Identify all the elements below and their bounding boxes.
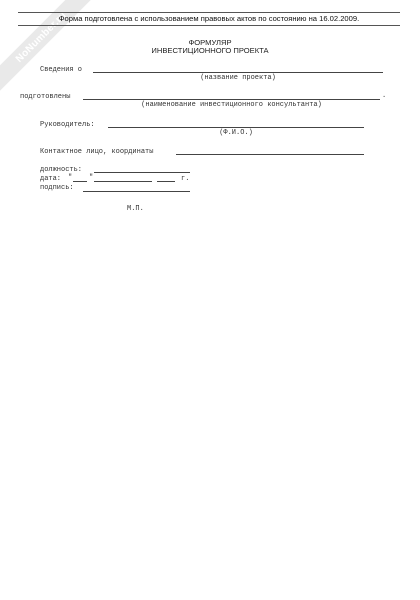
- date-open-quote: ": [68, 174, 73, 182]
- signature-label: подпись:: [40, 184, 74, 192]
- watermark-text: NoNumber.ru: [13, 9, 69, 65]
- position-field[interactable]: [94, 172, 190, 173]
- date-label: дата:: [40, 175, 62, 183]
- consultant-caption: (наименование инвестиционного консультанта): [141, 101, 322, 109]
- form-subtitle: ИНВЕСТИЦИОННОГО ПРОЕКТА: [151, 46, 269, 55]
- contact-label: Контактное лицо, координаты: [40, 148, 154, 156]
- head-label: Руководитель:: [40, 121, 95, 129]
- date-close-quote: ": [89, 174, 94, 182]
- consultant-field[interactable]: [83, 99, 380, 100]
- date-year-field[interactable]: [157, 181, 175, 182]
- info-label: Сведения о: [40, 66, 83, 74]
- legal-notice-banner: Форма подготовлена с использованием правовых актов по состоянию на 16.02.2009.: [18, 12, 400, 26]
- project-name-field[interactable]: [93, 72, 383, 73]
- contact-field[interactable]: [176, 154, 364, 155]
- signature-field[interactable]: [83, 191, 190, 192]
- date-year-suffix: г.: [181, 175, 190, 183]
- date-day-field[interactable]: [73, 181, 87, 182]
- prepared-period: .: [382, 92, 387, 100]
- form-title: ФОРМУЛЯР: [188, 38, 232, 47]
- stamp-placeholder: М.П.: [127, 205, 144, 213]
- project-caption: (название проекта): [200, 74, 276, 82]
- position-label: должность:: [40, 166, 83, 174]
- head-field[interactable]: [108, 127, 364, 128]
- date-month-field[interactable]: [94, 181, 152, 182]
- fio-caption: (Ф.И.О.): [219, 129, 253, 137]
- prepared-label: подготовлены: [20, 93, 71, 101]
